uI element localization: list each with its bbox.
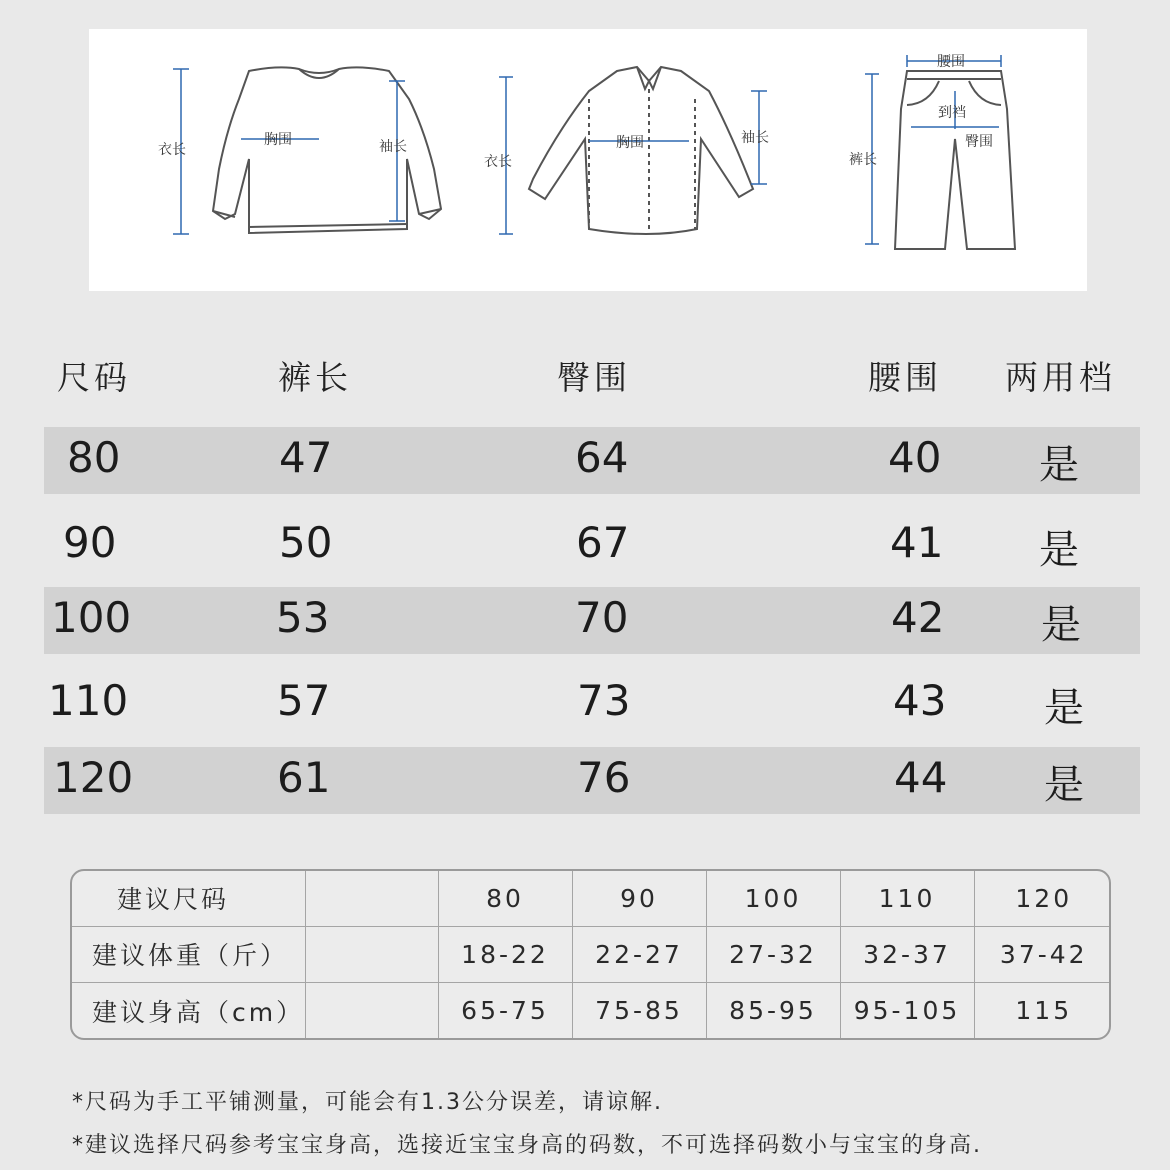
measurement-illustration (89, 29, 1087, 291)
cell-waist: 44 (894, 753, 948, 802)
label-length-1: 衣长 (158, 142, 186, 158)
label-pants-length: 裤长 (849, 152, 877, 168)
label-hip: 臀围 (965, 134, 993, 150)
header-waist: 腰围 (868, 358, 942, 397)
label-sleeve-2: 袖长 (741, 130, 769, 146)
cell-waist: 41 (890, 518, 944, 567)
size-table-header (0, 352, 1170, 402)
cell-pants-length: 53 (276, 593, 330, 642)
header-size: 尺码 (57, 358, 131, 397)
rec-cell: 85-95 (706, 983, 840, 1038)
cell-dual-crotch: 是 (1039, 442, 1079, 488)
cell-size: 90 (63, 518, 117, 567)
rec-cell: 32-37 (840, 926, 974, 982)
cell-pants-length: 47 (279, 433, 333, 482)
rec-cell: 75-85 (572, 983, 706, 1038)
rec-cell: 100 (706, 871, 840, 926)
cell-pants-length: 50 (279, 518, 333, 567)
rec-cell: 37-42 (974, 926, 1111, 982)
cell-hip: 70 (575, 593, 629, 642)
table-row (0, 753, 1170, 823)
cell-dual-crotch: 是 (1044, 762, 1084, 808)
rec-empty-cell (305, 926, 438, 982)
cell-size: 100 (51, 593, 132, 642)
rec-row-size (72, 871, 1111, 926)
cell-waist: 40 (888, 433, 942, 482)
note-measurement: *尺码为手工平铺测量，可能会有1.3公分误差，请谅解. (72, 1090, 663, 1115)
cell-size: 110 (48, 676, 129, 725)
rec-cell: 80 (438, 871, 572, 926)
cell-dual-crotch: 是 (1044, 685, 1084, 731)
cell-hip: 64 (575, 433, 629, 482)
cell-pants-length: 57 (277, 676, 331, 725)
note-size-advice: *建议选择尺码参考宝宝身高，选接近宝宝身高的码数，不可选择码数小与宝宝的身高. (72, 1133, 982, 1158)
table-row (0, 433, 1170, 503)
label-sleeve-1: 袖长 (379, 139, 407, 155)
rec-label: 建议体重（斤） (72, 926, 305, 982)
rec-empty-cell (305, 871, 438, 926)
label-rise: 到裆 (938, 105, 966, 121)
rec-cell: 90 (572, 871, 706, 926)
rec-label: 建议身高（cm） (72, 983, 305, 1038)
rec-cell: 120 (974, 871, 1111, 926)
cell-waist: 43 (893, 676, 947, 725)
rec-cell: 27-32 (706, 926, 840, 982)
cell-dual-crotch: 是 (1039, 527, 1079, 573)
table-row (0, 593, 1170, 663)
cell-pants-length: 61 (277, 753, 331, 802)
cell-size: 120 (53, 753, 134, 802)
rec-cell: 115 (974, 983, 1111, 1038)
cell-size: 80 (67, 433, 121, 482)
recommendation-table (70, 869, 1111, 1040)
rec-row-height (72, 983, 1111, 1038)
rec-cell: 65-75 (438, 983, 572, 1038)
label-chest-1: 胸围 (264, 132, 292, 148)
header-pants-length: 裤长 (278, 358, 352, 397)
header-dual-crotch: 两用档 (1005, 358, 1116, 397)
rec-cell: 18-22 (438, 926, 572, 982)
label-waist: 腰围 (937, 54, 965, 70)
cell-hip: 76 (577, 753, 631, 802)
measurement-diagram (89, 29, 1087, 291)
rec-row-weight (72, 926, 1111, 982)
label-length-2: 衣长 (484, 154, 512, 170)
rec-empty-cell (305, 983, 438, 1038)
rec-label: 建议尺码 (72, 871, 305, 926)
cell-hip: 73 (577, 676, 631, 725)
header-hip: 臀围 (557, 358, 631, 397)
rec-cell: 110 (840, 871, 974, 926)
rec-cell: 22-27 (572, 926, 706, 982)
rec-cell: 95-105 (840, 983, 974, 1038)
cell-hip: 67 (576, 518, 630, 567)
table-row (0, 518, 1170, 588)
cell-dual-crotch: 是 (1041, 602, 1081, 648)
table-row (0, 676, 1170, 746)
label-chest-2: 胸围 (616, 135, 644, 151)
cell-waist: 42 (891, 593, 945, 642)
